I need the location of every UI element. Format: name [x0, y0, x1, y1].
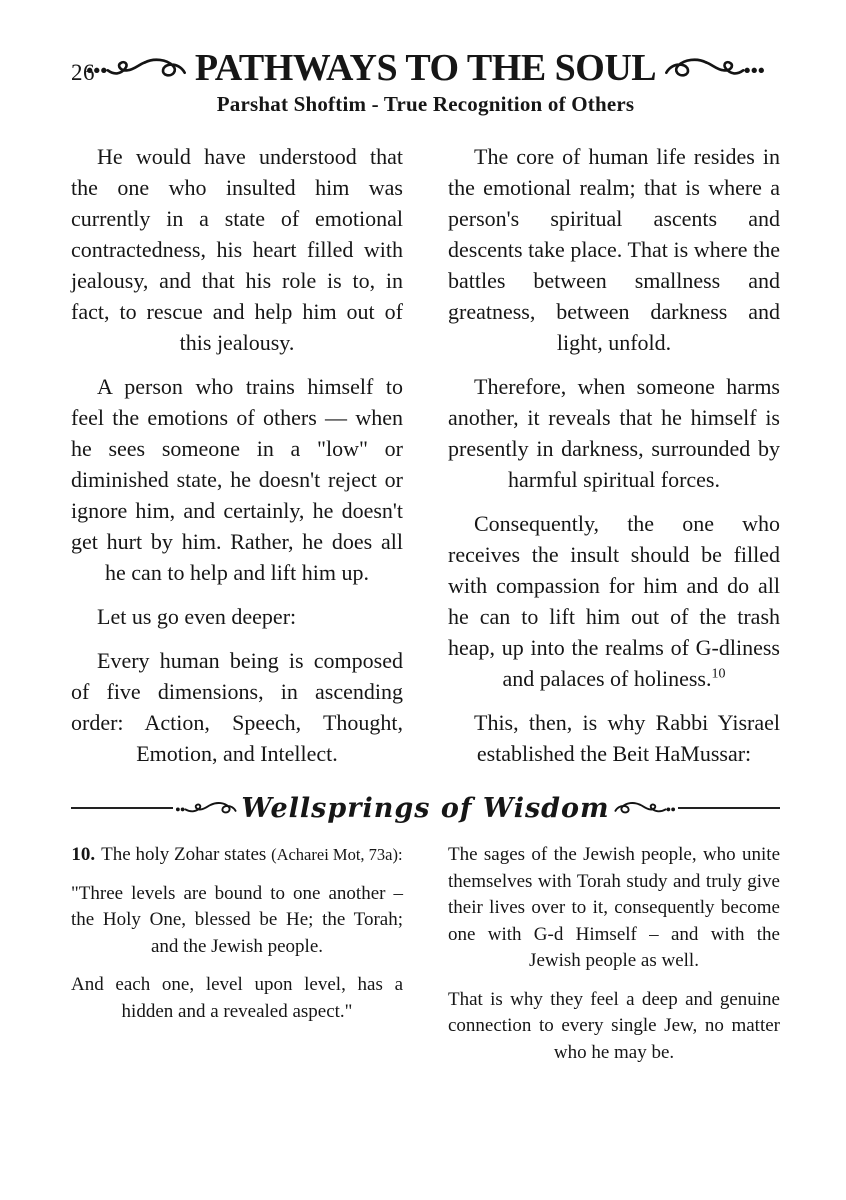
divider-rule-right	[678, 807, 780, 809]
footnote-number: 10.	[71, 844, 96, 865]
page-number: 26	[71, 60, 95, 85]
body-paragraph: Let us go even deeper:	[97, 604, 297, 629]
footnote-text: The holy Zohar states	[101, 844, 267, 865]
divider-flourish-right-icon	[614, 799, 676, 817]
paragraph-text: Consequently, the one who receives the insult should be filled with compassion for him and do all he can to lift him out of the trash heap, up into the realms of G-dliness and palaces of holiness.	[448, 511, 780, 691]
footnote-paragraph	[71, 842, 403, 869]
page-header	[71, 46, 780, 117]
body-paragraph: He would have understood that the one who insulted him was currently in a state of emotional contractedness, his heart filled with jealousy, and that his role is to, in fact, to rescue and help him out of this jealousy.	[71, 144, 403, 355]
chapter-subtitle: Parshat Shoftim - True Recognition of Others	[216, 92, 635, 116]
wellsprings-of-wisdom-heading: Wellsprings of Wisdom	[241, 792, 610, 824]
divider-flourish-left-icon	[175, 799, 237, 817]
footnote-citation: (Acharei Mot, 73a):	[271, 845, 403, 864]
footnote-paragraph: The sages of the Jewish people, who unite themselves with Torah study and truly give their lives over to it, consequently become one with G-d Himself – and with the Jewish people as well.	[448, 844, 780, 971]
body-paragraph: This, then, is why Rabbi Yisrael established the Beit HaMussar:	[474, 710, 780, 766]
book-title: PATHWAYS TO THE SOUL	[194, 47, 657, 89]
body-paragraph	[448, 508, 780, 694]
body-paragraph: Therefore, when someone harms another, it reveals that he himself is presently in darkness, surrounded by harmful spiritual forces.	[448, 374, 780, 492]
title-row	[71, 46, 780, 90]
body-column-right	[448, 141, 780, 782]
section-divider	[71, 788, 780, 828]
body-column-left	[71, 141, 403, 782]
divider-rule-left	[71, 807, 173, 809]
scroll-flourish-right-icon	[664, 54, 766, 82]
scroll-flourish-left-icon	[85, 54, 187, 82]
body-columns	[71, 141, 780, 782]
footnotes-section	[71, 842, 780, 1078]
footnote-paragraph: And each one, level upon level, has a hidden and a revealed aspect."	[71, 974, 403, 1022]
footnote-paragraph: "Three levels are bound to one another – the Holy One, blessed be He; the Torah; and the Jewish people.	[71, 882, 403, 957]
footnote-column-right	[448, 842, 780, 1078]
body-paragraph: Every human being is composed of five dimensions, in ascending order: Action, Speech, Thought, Emotion, and Intellect.	[71, 648, 403, 766]
body-paragraph: A person who trains himself to feel the emotions of others — when he sees someone in a "low" or diminished state, he doesn't reject or ignore him, and certainly, he doesn't get hurt by him. Rather, he does all he can to help and lift him up.	[71, 374, 403, 585]
footnote-reference: 10	[711, 666, 726, 682]
footnote-paragraph: That is why they feel a deep and genuine connection to every single Jew, no matter who he may be.	[448, 988, 780, 1063]
body-paragraph: The core of human life resides in the emotional realm; that is where a person's spiritual ascents and descents take place. That is where the battles between smallness and greatness, between darkness and light, unfold.	[448, 144, 780, 355]
footnote-column-left	[71, 842, 403, 1078]
